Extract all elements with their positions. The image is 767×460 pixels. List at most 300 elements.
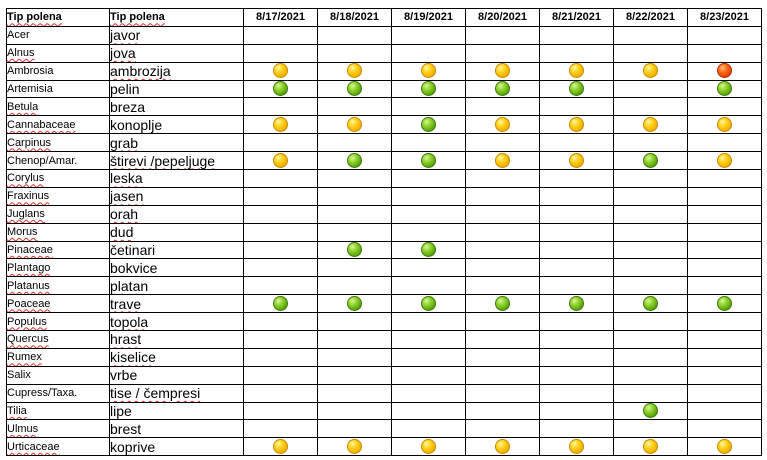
cell-latin-name (7, 366, 110, 384)
cell-level (244, 26, 318, 44)
cell-latin-name (7, 420, 110, 438)
green-level-dot-icon (347, 242, 362, 257)
yellow-level-dot-icon (643, 117, 658, 132)
cell-latin-name (7, 313, 110, 331)
cell-level (244, 44, 318, 62)
yellow-level-dot-icon (273, 63, 288, 78)
cell-local-name (110, 26, 244, 44)
cell-level (318, 277, 392, 295)
cell-level (244, 402, 318, 420)
cell-level (540, 331, 614, 349)
cell-level (614, 402, 688, 420)
cell-latin-name (7, 438, 110, 456)
cell-level (614, 384, 688, 402)
cell-level (466, 313, 540, 331)
local-name-text: vrbe (110, 367, 138, 384)
table-row (7, 152, 762, 170)
green-level-dot-icon (273, 81, 288, 96)
cell-level (688, 420, 762, 438)
yellow-level-dot-icon (569, 153, 584, 168)
cell-level (318, 438, 392, 456)
cell-local-name (110, 205, 244, 223)
cell-level (392, 116, 466, 134)
cell-level (318, 98, 392, 116)
cell-level (318, 62, 392, 80)
cell-level (244, 205, 318, 223)
cell-level (614, 116, 688, 134)
cell-level (318, 241, 392, 259)
yellow-level-dot-icon (717, 439, 732, 454)
cell-level (466, 134, 540, 152)
cell-level (540, 152, 614, 170)
header-pollen-type-local (110, 9, 244, 27)
yellow-level-dot-icon (643, 439, 658, 454)
cell-level (318, 420, 392, 438)
cell-level (466, 44, 540, 62)
latin-name-text: Chenop/Amar. (7, 154, 78, 167)
cell-level (392, 205, 466, 223)
cell-level (392, 402, 466, 420)
local-name-text: koprive (110, 438, 156, 455)
local-name-text: jasen (110, 188, 144, 205)
cell-level (614, 223, 688, 241)
cell-local-name (110, 277, 244, 295)
local-name-text: topola (110, 313, 149, 330)
local-name-text: javor (110, 27, 141, 44)
cell-level (688, 170, 762, 188)
table-row (7, 348, 762, 366)
cell-level (614, 295, 688, 313)
local-name-text: ambrozija (110, 63, 171, 80)
header-date: 8/20/2021 (466, 9, 540, 27)
local-name-text: konoplje (110, 116, 163, 133)
cell-level (392, 438, 466, 456)
cell-local-name (110, 348, 244, 366)
header-latin-label: Tip polena (7, 11, 62, 24)
yellow-level-dot-icon (495, 153, 510, 168)
green-level-dot-icon (421, 242, 436, 257)
cell-latin-name (7, 331, 110, 349)
green-level-dot-icon (717, 81, 732, 96)
cell-level (614, 170, 688, 188)
table-row (7, 62, 762, 80)
cell-latin-name (7, 187, 110, 205)
table-row (7, 384, 762, 402)
yellow-level-dot-icon (569, 117, 584, 132)
cell-level (540, 277, 614, 295)
cell-level (392, 384, 466, 402)
cell-latin-name (7, 277, 110, 295)
cell-level (244, 116, 318, 134)
cell-level (688, 187, 762, 205)
cell-level (244, 277, 318, 295)
header-date: 8/17/2021 (244, 9, 318, 27)
table-row (7, 44, 762, 62)
yellow-level-dot-icon (717, 153, 732, 168)
cell-level (392, 277, 466, 295)
cell-level (244, 80, 318, 98)
cell-level (318, 80, 392, 98)
yellow-level-dot-icon (273, 153, 288, 168)
header-row (7, 9, 762, 27)
cell-level (688, 384, 762, 402)
green-level-dot-icon (643, 403, 658, 418)
table-row (7, 420, 762, 438)
cell-level (244, 259, 318, 277)
green-level-dot-icon (495, 81, 510, 96)
latin-name-text: Alnus (7, 47, 35, 60)
cell-level (540, 438, 614, 456)
cell-level (244, 152, 318, 170)
latin-name-text: Betula (7, 100, 39, 113)
cell-level (540, 313, 614, 331)
cell-latin-name (7, 402, 110, 420)
cell-level (392, 187, 466, 205)
table-row (7, 402, 762, 420)
cell-latin-name (7, 116, 110, 134)
yellow-level-dot-icon (717, 117, 732, 132)
table-row (7, 98, 762, 116)
cell-level (614, 366, 688, 384)
cell-level (244, 348, 318, 366)
red-level-dot-icon (717, 63, 732, 78)
table-row (7, 277, 762, 295)
table-row (7, 116, 762, 134)
table-row (7, 170, 762, 188)
cell-local-name (110, 223, 244, 241)
table-row (7, 26, 762, 44)
cell-level (244, 420, 318, 438)
latin-name-text: Carpinus (7, 136, 52, 149)
cell-level (466, 348, 540, 366)
cell-level (392, 420, 466, 438)
cell-local-name (110, 116, 244, 134)
cell-level (614, 62, 688, 80)
cell-level (614, 420, 688, 438)
green-level-dot-icon (643, 296, 658, 311)
cell-latin-name (7, 152, 110, 170)
cell-level (466, 205, 540, 223)
cell-level (614, 331, 688, 349)
latin-name-text: Plantago (7, 261, 51, 274)
local-name-text: grab (110, 134, 139, 151)
cell-local-name (110, 420, 244, 438)
cell-level (540, 348, 614, 366)
cell-level (392, 152, 466, 170)
local-name-text: platan (110, 277, 149, 294)
cell-level (614, 205, 688, 223)
cell-level (688, 80, 762, 98)
cell-level (392, 313, 466, 331)
local-name-text: hrast (110, 331, 142, 348)
cell-level (466, 170, 540, 188)
local-name-text: bokvice (110, 259, 158, 276)
cell-level (614, 313, 688, 331)
cell-level (688, 98, 762, 116)
cell-level (466, 62, 540, 80)
header-date: 8/18/2021 (318, 9, 392, 27)
table-row (7, 331, 762, 349)
local-name-text: breza (110, 98, 146, 115)
cell-level (466, 187, 540, 205)
local-name-text: leska (110, 170, 143, 187)
cell-level (244, 295, 318, 313)
yellow-level-dot-icon (273, 117, 288, 132)
local-name-text: kiselice (110, 349, 156, 366)
cell-level (688, 44, 762, 62)
cell-local-name (110, 134, 244, 152)
cell-level (614, 277, 688, 295)
cell-level (318, 205, 392, 223)
header-pollen-type-latin (7, 9, 110, 27)
cell-local-name (110, 44, 244, 62)
pollen-table-body (7, 26, 762, 455)
green-level-dot-icon (569, 296, 584, 311)
yellow-level-dot-icon (421, 63, 436, 78)
cell-level (392, 259, 466, 277)
cell-level (466, 98, 540, 116)
cell-level (688, 438, 762, 456)
cell-level (540, 44, 614, 62)
cell-level (392, 241, 466, 259)
header-date: 8/19/2021 (392, 9, 466, 27)
latin-name-text: Cupress/Taxa. (7, 387, 78, 400)
green-level-dot-icon (421, 296, 436, 311)
cell-level (466, 26, 540, 44)
cell-level (318, 259, 392, 277)
cell-level (688, 205, 762, 223)
cell-local-name (110, 187, 244, 205)
header-date: 8/23/2021 (688, 9, 762, 27)
cell-level (392, 44, 466, 62)
cell-local-name (110, 98, 244, 116)
cell-level (688, 223, 762, 241)
cell-level (614, 80, 688, 98)
cell-level (614, 241, 688, 259)
cell-latin-name (7, 223, 110, 241)
green-level-dot-icon (347, 296, 362, 311)
local-name-text: brest (110, 420, 142, 437)
table-row (7, 366, 762, 384)
cell-level (392, 134, 466, 152)
table-row (7, 134, 762, 152)
cell-level (244, 438, 318, 456)
cell-level (244, 187, 318, 205)
cell-level (540, 26, 614, 44)
cell-latin-name (7, 259, 110, 277)
yellow-level-dot-icon (495, 63, 510, 78)
cell-level (392, 348, 466, 366)
cell-level (466, 295, 540, 313)
cell-level (540, 420, 614, 438)
cell-level (244, 134, 318, 152)
cell-local-name (110, 313, 244, 331)
yellow-level-dot-icon (569, 439, 584, 454)
cell-level (318, 44, 392, 62)
cell-level (688, 348, 762, 366)
cell-level (540, 241, 614, 259)
cell-level (466, 420, 540, 438)
cell-level (688, 241, 762, 259)
cell-level (688, 152, 762, 170)
cell-latin-name (7, 170, 110, 188)
yellow-level-dot-icon (347, 63, 362, 78)
cell-level (392, 26, 466, 44)
cell-latin-name (7, 62, 110, 80)
cell-level (318, 134, 392, 152)
table-row (7, 295, 762, 313)
cell-level (540, 170, 614, 188)
green-level-dot-icon (273, 296, 288, 311)
latin-name-text: Tilia (7, 405, 27, 418)
cell-level (318, 187, 392, 205)
table-row (7, 438, 762, 456)
cell-local-name (110, 259, 244, 277)
cell-level (466, 402, 540, 420)
cell-level (244, 62, 318, 80)
cell-level (540, 134, 614, 152)
latin-name-text: Salix (7, 369, 31, 382)
cell-level (688, 26, 762, 44)
cell-local-name (110, 295, 244, 313)
cell-level (540, 384, 614, 402)
latin-name-text: Acer (7, 29, 30, 42)
green-level-dot-icon (347, 81, 362, 96)
cell-local-name (110, 384, 244, 402)
latin-name-text: Corylus (7, 172, 45, 185)
cell-level (688, 259, 762, 277)
latin-name-text: Populus (7, 315, 47, 328)
cell-level (540, 259, 614, 277)
local-name-text: štirevi /pepeljuge (110, 152, 216, 169)
green-level-dot-icon (421, 81, 436, 96)
cell-latin-name (7, 384, 110, 402)
cell-latin-name (7, 348, 110, 366)
cell-level (392, 80, 466, 98)
cell-level (392, 62, 466, 80)
cell-level (614, 187, 688, 205)
cell-level (392, 223, 466, 241)
latin-name-text: Juglans (7, 208, 45, 221)
cell-level (318, 384, 392, 402)
cell-latin-name (7, 98, 110, 116)
green-level-dot-icon (569, 81, 584, 96)
header-local-label: Tip polena (110, 11, 165, 24)
cell-latin-name (7, 295, 110, 313)
yellow-level-dot-icon (495, 439, 510, 454)
cell-level (614, 98, 688, 116)
table-row (7, 223, 762, 241)
cell-level (540, 116, 614, 134)
cell-level (244, 241, 318, 259)
cell-level (318, 295, 392, 313)
table-row (7, 259, 762, 277)
cell-level (318, 223, 392, 241)
yellow-level-dot-icon (273, 439, 288, 454)
local-name-text: jova (110, 45, 136, 62)
cell-level (614, 26, 688, 44)
cell-latin-name (7, 205, 110, 223)
cell-level (614, 152, 688, 170)
latin-name-text: Ambrosia (7, 65, 54, 78)
cell-level (466, 241, 540, 259)
cell-level (540, 80, 614, 98)
latin-name-text: Fraxinus (7, 190, 50, 203)
yellow-level-dot-icon (347, 117, 362, 132)
cell-local-name (110, 80, 244, 98)
cell-level (540, 62, 614, 80)
cell-level (688, 331, 762, 349)
cell-latin-name (7, 241, 110, 259)
yellow-level-dot-icon (495, 117, 510, 132)
cell-level (540, 223, 614, 241)
latin-name-text: Pinaceae (7, 244, 53, 257)
cell-level (466, 438, 540, 456)
cell-level (318, 402, 392, 420)
yellow-level-dot-icon (569, 63, 584, 78)
cell-level (466, 223, 540, 241)
table-row (7, 313, 762, 331)
cell-level (318, 331, 392, 349)
local-name-text: orah (110, 206, 139, 223)
cell-level (466, 152, 540, 170)
yellow-level-dot-icon (643, 63, 658, 78)
cell-level (540, 98, 614, 116)
cell-level (614, 348, 688, 366)
cell-latin-name (7, 44, 110, 62)
table-row (7, 187, 762, 205)
cell-level (688, 62, 762, 80)
table-row (7, 205, 762, 223)
local-name-text: trave (110, 295, 142, 312)
cell-level (688, 313, 762, 331)
cell-level (318, 116, 392, 134)
green-level-dot-icon (421, 117, 436, 132)
latin-name-text: Quercus (7, 333, 49, 346)
cell-latin-name (7, 80, 110, 98)
pollen-table (6, 8, 762, 456)
local-name-text: lipe (110, 403, 132, 420)
latin-name-text: Ulmus (7, 422, 39, 435)
table-row (7, 241, 762, 259)
cell-level (540, 402, 614, 420)
green-level-dot-icon (495, 296, 510, 311)
cell-level (466, 80, 540, 98)
latin-name-text: Urticaceae (7, 440, 60, 453)
green-level-dot-icon (347, 153, 362, 168)
cell-local-name (110, 331, 244, 349)
cell-local-name (110, 170, 244, 188)
cell-level (466, 331, 540, 349)
header-date: 8/21/2021 (540, 9, 614, 27)
cell-level (392, 98, 466, 116)
cell-latin-name (7, 134, 110, 152)
cell-level (392, 170, 466, 188)
cell-level (244, 170, 318, 188)
cell-level (392, 366, 466, 384)
cell-level (244, 366, 318, 384)
cell-level (244, 331, 318, 349)
cell-level (318, 313, 392, 331)
cell-level (466, 366, 540, 384)
cell-level (244, 313, 318, 331)
cell-level (688, 277, 762, 295)
latin-name-text: Cannabaceae (7, 118, 76, 131)
cell-level (318, 152, 392, 170)
cell-local-name (110, 366, 244, 384)
cell-level (688, 366, 762, 384)
cell-level (318, 26, 392, 44)
